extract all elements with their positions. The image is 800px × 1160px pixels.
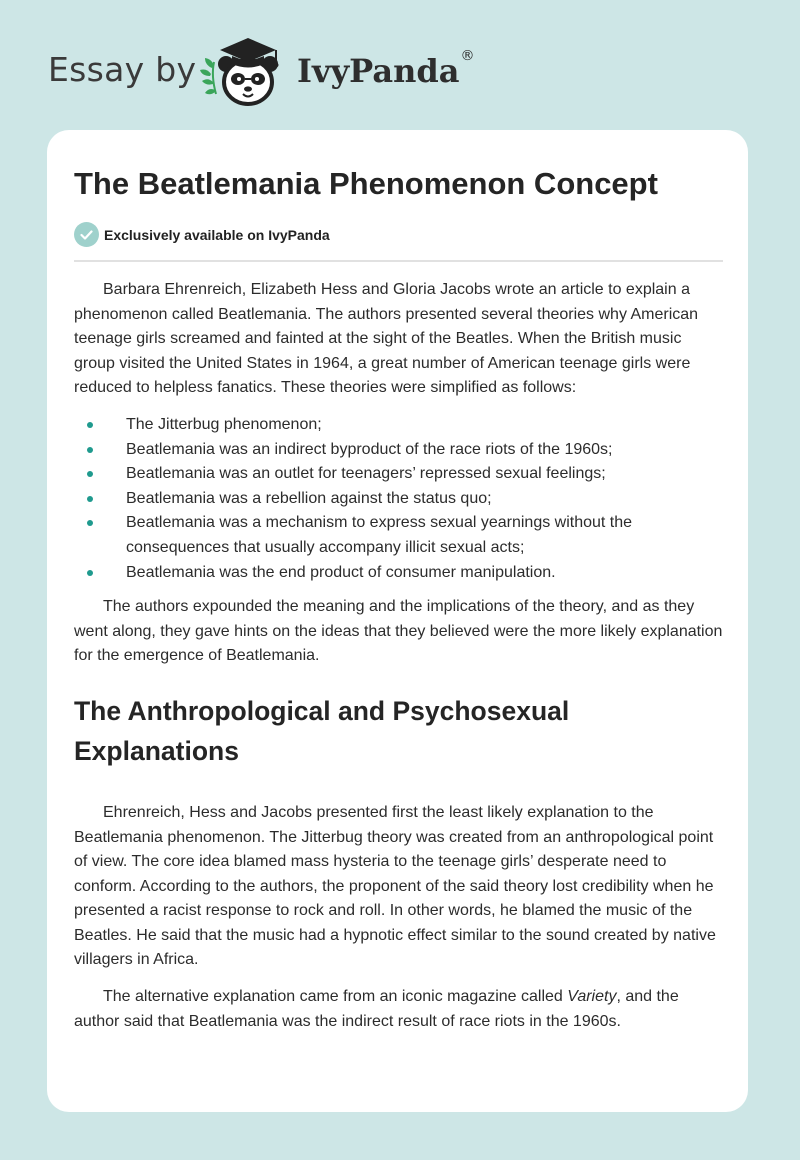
bullet-dot — [87, 471, 93, 477]
list-item: The Jitterbug phenomenon; — [74, 413, 724, 438]
exclusive-label: Exclusively available on IvyPanda — [104, 226, 330, 243]
essay-by-label: Essay by — [48, 50, 197, 89]
page-title: The Beatlemania Phenomenon Concept — [74, 166, 658, 201]
essay-body — [74, 278, 724, 1034]
registered-mark: ® — [460, 48, 475, 64]
bullet-dot — [87, 422, 93, 428]
list-item: Beatlemania was an indirect byproduct of the race riots of the 1960s; — [74, 438, 724, 463]
list-item: Beatlemania was a mechanism to express sexual yearnings without the consequences that usually accompany illicit sexual acts; — [74, 511, 724, 560]
list-item: Beatlemania was a rebellion against the status quo; — [74, 487, 724, 512]
bullet-dot — [87, 570, 93, 576]
magazine-title: Variety — [567, 988, 617, 1006]
after-list-paragraph: The authors expounded the meaning and the implications of the theory, and as they went along, they gave hints on the ideas that they believed were the more likely explanation for the emergence of Beatlemania. — [74, 598, 723, 665]
list-item: Beatlemania was the end product of consumer manipulation. — [74, 561, 724, 586]
panda-graduate-icon[interactable] — [198, 32, 294, 112]
bullet-dot — [87, 520, 93, 526]
essay-card — [47, 130, 748, 1112]
brand-logo-text[interactable]: IvyPanda® — [297, 48, 475, 90]
bullet-dot — [87, 496, 93, 502]
section-heading: The Anthropological and Psychosexual Explanations — [74, 695, 570, 766]
section-paragraph-alt: The alternative explanation came from an iconic magazine called Variety, and the author said that Beatlemania was the indirect result of race riots in the 1960s. — [74, 988, 679, 1030]
list-item: Beatlemania was an outlet for teenagers’ repressed sexual feelings; — [74, 462, 724, 487]
section-paragraph: Ehrenreich, Hess and Jacobs presented first the least likely explanation to the Beatlemania phenomenon. The Jitterbug theory was created from an anthropological point of view. The core idea blamed mass hysteria to the teenage girls’ desperate need to conform. According to the authors, the proponent of the said theory lost credibility when he presented a racist response to rock and roll. In other words, he blamed the music of the Beatles. He said that the music had a hypnotic effect similar to the sound created by native villagers in Africa. — [74, 803, 716, 969]
title-divider — [74, 260, 723, 262]
bullet-dot — [87, 447, 93, 453]
intro-paragraph: Barbara Ehrenreich, Elizabeth Hess and Gloria Jacobs wrote an article to explain a phenomenon called Beatlemania. The authors presented several theories why American teenage girls screamed and fainted at the sight of the Beatles. When the British music group visited the United States in 1964, a great number of American teenage girls were reduced to helpless fanatics. These theories were simplified as follows: — [74, 281, 699, 397]
check-icon — [74, 222, 99, 247]
site-header — [0, 0, 800, 120]
exclusive-badge — [74, 222, 330, 247]
theories-list — [74, 413, 724, 585]
